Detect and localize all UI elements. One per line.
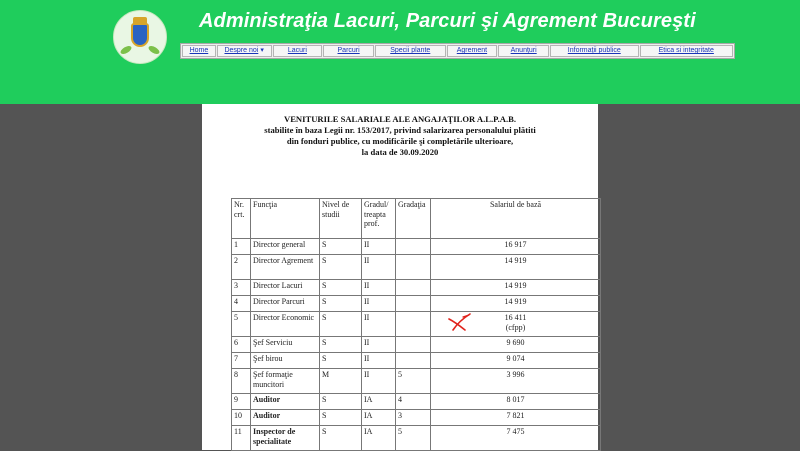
cell-gradation: [396, 426, 431, 451]
cell-salary-text: 16 917: [504, 240, 527, 249]
cell-salary-text: 8 017: [506, 395, 525, 404]
cell-salary-text: 14 919: [504, 297, 527, 306]
table-row: [232, 255, 601, 280]
cell-nr: [232, 394, 251, 410]
table-row: [232, 296, 601, 312]
cell-gradation-text: 5: [398, 370, 402, 379]
cell-function-text: Inspector de specialitate: [253, 427, 296, 446]
cell-studies-text: S: [322, 297, 327, 306]
cell-nr-text: 8: [234, 370, 238, 379]
cell-grade: [362, 255, 396, 280]
cell-function-text: Director general: [253, 240, 306, 249]
cell-studies: [320, 312, 362, 337]
cell-grade: [362, 239, 396, 255]
table-row: [232, 353, 601, 369]
cell-grade: [362, 426, 396, 451]
cell-salary-text: 9 074: [506, 354, 525, 363]
cell-nr: [232, 255, 251, 280]
nav-despre-noi[interactable]: [217, 45, 272, 57]
cell-studies: [320, 337, 362, 353]
cell-studies: [320, 255, 362, 280]
cell-nr: [232, 296, 251, 312]
table-row: [232, 280, 601, 296]
cell-nr: [232, 337, 251, 353]
cell-salary: [431, 239, 601, 255]
table-row: [232, 369, 601, 394]
cell-studies: [320, 239, 362, 255]
cell-salary-text: 9 690: [506, 338, 525, 347]
cell-salary: [431, 255, 601, 280]
cell-function-text: Şef Serviciu: [253, 338, 293, 347]
cell-studies-text: S: [322, 281, 327, 290]
nav-label[interactable]: Anunţuri: [510, 47, 537, 54]
cell-nr: [232, 353, 251, 369]
nav-label[interactable]: Lacuri: [287, 47, 307, 54]
cell-studies-text: S: [322, 354, 327, 363]
cell-salary-text: 7 475: [506, 427, 525, 436]
cell-function: [251, 255, 320, 280]
handwritten-x-mark: [447, 313, 471, 331]
header-gradation: Gradaţia: [396, 199, 431, 239]
site-logo[interactable]: [113, 10, 167, 64]
cell-studies-text: S: [322, 427, 327, 436]
header-grade: Gradul/ treapta prof.: [362, 199, 396, 239]
cell-grade-text: IA: [364, 395, 373, 404]
cell-nr: [232, 239, 251, 255]
cell-studies-text: S: [322, 256, 327, 265]
cell-nr-text: 9: [234, 395, 238, 404]
header-nr-crt: Nr. crt.: [232, 199, 251, 239]
document-title: [202, 114, 598, 158]
cell-nr: [232, 369, 251, 394]
cell-studies-text: S: [322, 411, 327, 420]
cell-gradation: [396, 255, 431, 280]
cell-function: [251, 280, 320, 296]
cell-studies-text: M: [322, 370, 330, 379]
nav-anunturi[interactable]: [498, 45, 549, 57]
cell-grade-text: II: [364, 240, 370, 249]
cell-salary: [431, 394, 601, 410]
main-nav: [180, 43, 735, 59]
cell-nr-text: 10: [234, 411, 242, 420]
cell-grade-text: II: [364, 370, 370, 379]
cell-function: [251, 410, 320, 426]
cell-function-text: Şef birou: [253, 354, 283, 363]
table-row: [232, 337, 601, 353]
cell-function-text: Şef formaţie muncitori: [253, 370, 293, 389]
cell-salary-text: 16 411: [504, 313, 527, 322]
site-header: [0, 0, 800, 104]
header-studies: Nivel de studii: [320, 199, 362, 239]
cell-function: [251, 369, 320, 394]
nav-parcuri[interactable]: [323, 45, 374, 57]
cell-gradation: [396, 353, 431, 369]
cell-gradation-text: 3: [398, 411, 402, 420]
cell-function-text: Auditor: [253, 411, 281, 420]
cell-grade: [362, 296, 396, 312]
nav-label[interactable]: Parcuri: [337, 47, 360, 54]
cell-nr: [232, 280, 251, 296]
cell-studies: [320, 353, 362, 369]
nav-home[interactable]: [182, 45, 216, 57]
cell-salary-text: 3 996: [506, 370, 525, 379]
cell-grade: [362, 410, 396, 426]
cell-nr-text: 4: [234, 297, 238, 306]
cell-nr-text: 7: [234, 354, 238, 363]
nav-etica-si-integritate[interactable]: [640, 45, 733, 57]
table-row: [232, 426, 601, 451]
cell-nr-text: 6: [234, 338, 238, 347]
cell-grade-text: II: [364, 338, 370, 347]
cell-grade: [362, 394, 396, 410]
nav-label[interactable]: Despre noi: [224, 47, 259, 54]
nav-label[interactable]: Etica si integritate: [658, 47, 714, 54]
document-title-line: stabilite în baza Legii nr. 153/2017, privind salarizarea personalului plătiti: [264, 125, 536, 135]
cell-studies-text: S: [322, 313, 327, 322]
document-title-line: la data de 30.09.2020: [361, 147, 439, 157]
cell-studies-text: S: [322, 240, 327, 249]
cell-gradation: [396, 296, 431, 312]
cell-grade-text: IA: [364, 411, 373, 420]
cell-function: [251, 312, 320, 337]
cell-salary: [431, 296, 601, 312]
site-title: Administraţia Lacuri, Parcuri şi Agrement Bucureşti: [199, 10, 696, 32]
coat-of-arms-icon: [131, 23, 149, 47]
cell-grade-text: II: [364, 313, 370, 322]
cell-grade-text: II: [364, 281, 370, 290]
cell-function: [251, 394, 320, 410]
cell-gradation: [396, 239, 431, 255]
table-row: [232, 312, 601, 337]
salary-table-body: [232, 239, 601, 451]
cell-function-text: Auditor: [253, 395, 281, 404]
cell-function: [251, 353, 320, 369]
cell-studies: [320, 280, 362, 296]
cell-gradation: [396, 337, 431, 353]
cell-studies: [320, 296, 362, 312]
cell-gradation-text: 4: [398, 395, 402, 404]
header-salary: Salariul de bază: [431, 199, 601, 239]
cell-function-text: Director Lacuri: [253, 281, 303, 290]
cell-grade-text: II: [364, 354, 370, 363]
cell-grade: [362, 337, 396, 353]
nav-label[interactable]: Agrement: [456, 47, 488, 54]
caret-down-icon: ▾: [260, 47, 264, 54]
cell-gradation: [396, 312, 431, 337]
table-header-row: [232, 199, 601, 239]
cell-gradation: [396, 369, 431, 394]
cell-grade-text: II: [364, 297, 370, 306]
cell-studies-text: S: [322, 338, 327, 347]
leaf-decoration: [147, 44, 160, 55]
salary-note: (cfpp): [505, 322, 526, 332]
nav-label[interactable]: Specii plante: [390, 47, 431, 54]
cell-grade: [362, 312, 396, 337]
cell-function: [251, 239, 320, 255]
cell-nr: [232, 312, 251, 337]
header-function: Funcţia: [251, 199, 320, 239]
cell-nr-text: 3: [234, 281, 238, 290]
cell-nr-text: 2: [234, 256, 238, 265]
cell-gradation: [396, 410, 431, 426]
cell-function-text: Director Agrement: [253, 256, 314, 265]
cell-studies: [320, 410, 362, 426]
table-row: [232, 239, 601, 255]
cell-function: [251, 426, 320, 451]
cell-salary-text: 7 821: [506, 411, 525, 420]
cell-function-text: Director Economic: [253, 313, 315, 322]
nav-agrement[interactable]: [447, 45, 498, 57]
table-row: [232, 410, 601, 426]
cell-nr-text: 11: [234, 427, 242, 436]
nav-informatii-publice[interactable]: [550, 45, 639, 57]
nav-lacuri[interactable]: [273, 45, 323, 57]
cell-grade: [362, 280, 396, 296]
cell-grade: [362, 353, 396, 369]
cell-nr-text: 1: [234, 240, 238, 249]
cell-studies: [320, 369, 362, 394]
salary-table: [231, 198, 601, 451]
cell-grade: [362, 369, 396, 394]
leaf-decoration: [119, 44, 132, 55]
cell-nr: [232, 426, 251, 451]
cell-salary: [431, 337, 601, 353]
cell-nr-text: 5: [234, 313, 238, 322]
cell-salary-text: 14 919: [504, 256, 527, 265]
cell-gradation: [396, 280, 431, 296]
document-title-line: VENITURILE SALARIALE ALE ANGAJAŢILOR A.L.P.A.B.: [283, 114, 516, 124]
cell-studies-text: S: [322, 395, 327, 404]
cell-gradation: [396, 394, 431, 410]
cell-function-text: Director Parcuri: [253, 297, 305, 306]
table-row: [232, 394, 601, 410]
cell-grade-text: II: [364, 256, 370, 265]
cell-salary-text: 14 919: [504, 281, 527, 290]
cell-studies: [320, 426, 362, 451]
cell-studies: [320, 394, 362, 410]
cell-salary: [431, 280, 601, 296]
cell-salary: [431, 410, 601, 426]
cell-function: [251, 337, 320, 353]
cell-grade-text: IA: [364, 427, 373, 436]
document-title-line: din fonduri publice, cu modificările şi completările ulterioare,: [286, 136, 514, 146]
cell-nr: [232, 410, 251, 426]
cell-gradation-text: 5: [398, 427, 402, 436]
cell-salary: [431, 369, 601, 394]
cell-salary: [431, 353, 601, 369]
cell-function: [251, 296, 320, 312]
cell-salary: [431, 426, 601, 451]
salary-document: [202, 104, 598, 450]
nav-label[interactable]: Home: [189, 47, 209, 54]
nav-label[interactable]: Informaţii publice: [567, 47, 621, 54]
nav-specii-plante[interactable]: [375, 45, 446, 57]
